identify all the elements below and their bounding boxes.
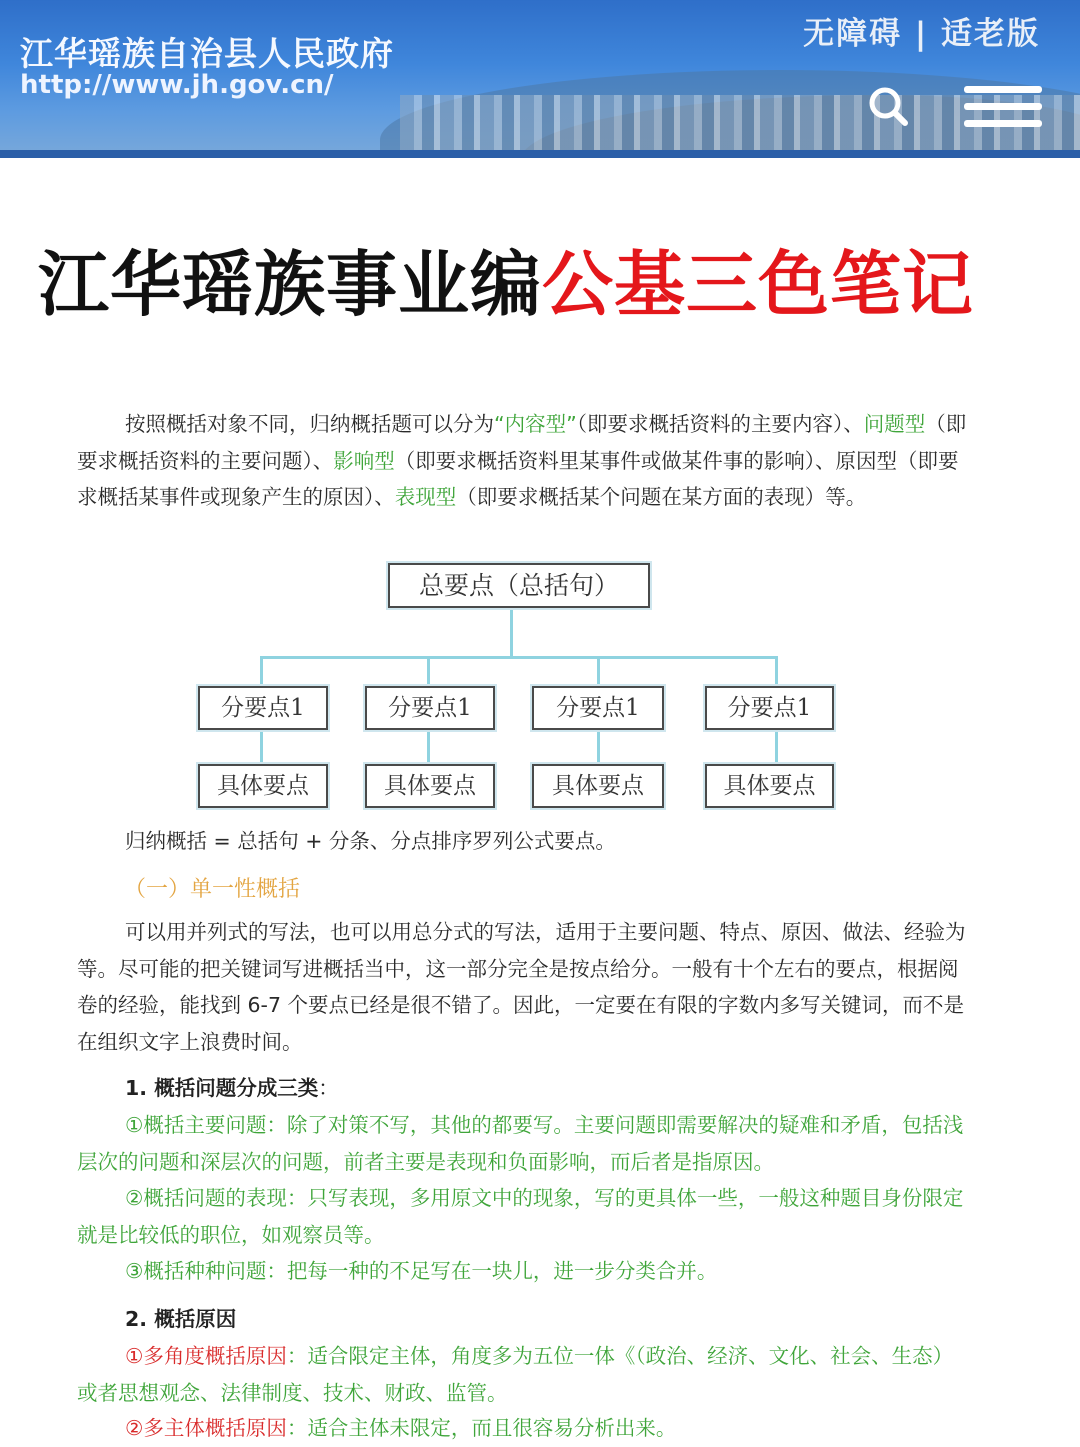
diagram-detail-box: 具体要点: [198, 764, 328, 808]
connector: [775, 656, 778, 686]
intro-paragraph: [77, 406, 967, 516]
intro-type-manifest: 表现型: [394, 485, 457, 509]
site-header-banner: [0, 0, 1080, 158]
sub2-item-1: [77, 1338, 967, 1411]
sub2-item-2-text: ：适合主体未限定，而且很容易分析出来。: [286, 1416, 677, 1440]
headline-red: 公基三色笔记: [542, 243, 975, 326]
sub2-title: 2. 概括原因: [125, 1307, 237, 1331]
intro-type-problem: 问题型: [863, 412, 926, 436]
diagram-sub-box: 分要点1: [198, 686, 328, 730]
formula-line: 归纳概括 = 总括句 + 分条、分点排序罗列公式要点。: [125, 829, 616, 853]
sub2-item-1-text: ：适合限定主体，角度多为五位一体《（政治、经济、文化、社会、生态）或者思想观念、法律制度、技术、财政、监管。: [77, 1344, 954, 1405]
intro-text-4: （即要求概括资料里某事件或做某件事的影响）、原因型（即要求概括某事件或现象产生的原因）、: [77, 448, 959, 509]
site-url: http://www.jh.gov.cn/: [20, 70, 334, 100]
connector: [597, 656, 600, 686]
search-icon[interactable]: [868, 86, 908, 126]
sub1-item-3: ③概括种种问题：把每一种的不足写在一块儿，进一步分类合并。: [125, 1259, 718, 1283]
intro-text-2: （即要求概括资料的主要内容）、: [576, 412, 864, 436]
headline-black: 江华瑶族事业编: [38, 243, 543, 326]
connector: [260, 728, 263, 764]
connector: [597, 728, 600, 764]
connector: [427, 656, 430, 686]
intro-text-5: （即要求概括某个问题在某方面的表现）等。: [456, 485, 867, 509]
sub1-item-2: ②概括问题的表现：只写表现，多用原文中的现象，写的更具体一些，一般这种题目身份限定就是比较低的职位，如观察员等。: [77, 1186, 964, 1247]
sub2-item-1-label: ①多角度概括原因: [125, 1344, 287, 1368]
connector: [775, 728, 778, 764]
section1-title: （一）单一性概括: [124, 877, 301, 902]
diagram-detail-box: 具体要点: [365, 764, 495, 808]
diagram-sub-box: 分要点1: [365, 686, 495, 730]
sub2-item-2: [77, 1410, 967, 1447]
connector: [260, 656, 778, 659]
diagram-detail-box: 具体要点: [705, 764, 834, 808]
connector: [427, 728, 430, 764]
diagram-top-box: 总要点（总括句）: [388, 563, 650, 608]
section1-body: 可以用并列式的写法，也可以用总分式的写法，适用于主要问题、特点、原因、做法、经验为等。尽可能的把关键词写进概括当中，这一部分完全是按点给分。一般有十个左右的要点，根据阅卷的经验，能找到 6-7 个要点已经是很不错了。因此，一定要在有限的字数内多写关键词，而不是在组织文字上浪费时间。: [77, 920, 966, 1054]
intro-type-impact: 影响型: [333, 448, 395, 473]
sub1-item-1: ①概括主要问题：除了对策不写，其他的都要写。主要问题即需要解决的疑难和矛盾，包括浅层次的问题和深层次的问题，前者主要是表现和负面影响，而后者是指原因。: [77, 1113, 964, 1174]
menu-icon[interactable]: [964, 86, 1042, 130]
connector: [260, 656, 263, 686]
site-title[interactable]: 江华瑶族自治县人民政府: [20, 34, 394, 73]
intro-type-content: “内容型”: [494, 412, 577, 436]
sub1-title-colon: ：: [318, 1076, 339, 1100]
page-headline: [38, 228, 974, 330]
banner-bottom-strip: [0, 150, 1080, 158]
intro-text-1: 按照概括对象不同，归纳概括题可以分为: [125, 412, 494, 436]
diagram-sub-box: 分要点1: [705, 686, 834, 730]
intro-text-3: （即要求概括资料的主要问题）、: [77, 412, 967, 473]
connector: [510, 606, 513, 658]
sub1-title-text: 1. 概括问题分成三类: [125, 1076, 319, 1100]
sub1-title: [77, 1070, 1015, 1107]
sub2-item-2-label: ②多主体概括原因: [125, 1416, 287, 1440]
accessibility-toggle[interactable]: 无障碍 | 适老版: [803, 16, 1040, 52]
diagram-sub-box: 分要点1: [532, 686, 664, 730]
diagram-detail-box: 具体要点: [532, 764, 664, 808]
